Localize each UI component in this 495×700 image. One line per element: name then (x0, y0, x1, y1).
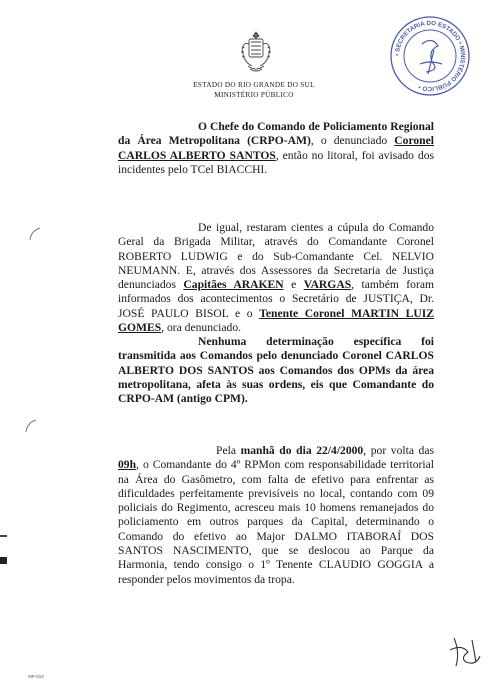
paragraph-2 (118, 221, 434, 335)
paragraph-1-text: , o denunciado (310, 134, 395, 148)
handwritten-initials (446, 632, 486, 670)
stamp-signature (420, 40, 442, 74)
paragraph-2-end: , ora denunciado. (161, 321, 242, 335)
paragraph-1-defendant: Coronel CARLOS ALBERTO SANTOS (118, 134, 434, 162)
svg-text:• SECRETARIA DO ESTADO • MINIS (394, 20, 466, 92)
paragraph-4-date: manhã do dia 22/4/2000 (240, 444, 364, 457)
paragraph-1-subject: O Chefe do Comando de Policiamento Regional da Área Metropolitana (CRPO-AM) (118, 120, 434, 148)
paragraph-1 (118, 120, 434, 177)
letterhead (180, 80, 328, 100)
paragraph-3-text: Nenhuma determinação específica foi transmitida aos Comandos pelo denunciado Coronel CARLOS ALBERTO DOS SANTOS aos Comandos dos OPMs da área metropolitana, afeta às suas ordens, eis que Comandante do CRPO-AM (antigo CPM). (118, 335, 434, 406)
form-code: MP-010 (28, 674, 44, 679)
paragraph-4-text: Pela (216, 444, 241, 457)
paragraph-1-rest: , então no litoral, foi avisado dos incidentes pelo TCel BIACCHI. (118, 148, 434, 176)
paragraph-4-around: , por volta das (363, 444, 435, 457)
paragraph-2-and: e (283, 278, 304, 292)
official-stamp (388, 14, 472, 98)
stamp-ring-text: • SECRETARIA DO ESTADO • MINISTÉRIO PÚBLICO • (393, 19, 467, 93)
margin-pencil-mark-2 (24, 418, 38, 434)
paragraph-2-text: De igual, restaram cientes a cúpula do Comando Geral da Brigada Militar, através do Comandante Coronel ROBERTO LUDWIG e do Sub-Comandante Cel. NELVIO NEUMANN. E, através dos Assessores da Secretaria de Justiça denunciados (118, 221, 434, 292)
paragraph-4 (118, 444, 434, 587)
margin-pencil-mark-1 (28, 226, 42, 242)
paragraph-2-lt-colonel: Tenente Coronel MARTIN LUIZ GOMES (118, 306, 434, 335)
letterhead-office: MINISTÉRIO PÚBLICO (214, 91, 294, 99)
scan-edge-mark-2 (0, 557, 7, 564)
coat-of-arms-icon (238, 30, 274, 74)
paragraph-3 (118, 335, 434, 406)
scan-edge-mark-1 (0, 535, 7, 537)
paragraph-2-vargas: VARGAS (303, 278, 352, 292)
paragraph-4-rest: , o Comandante do 4º RPMon com responsabilidade territorial na Área do Gasômetro, com falta de efetivo para enfrentar as dificuldades perfeitamente previsíveis no local, contando com 09 policiais do Regimento, acresceu mais 10 homens remanejados do policiamento em outros parques da Capital, determinando o Comando do efetivo ao Major DALMO ITABORAÍ DOS SANTOS NASCIMENTO, que se deslocou ao Parque da Harmonia, tendo consigo o 1º Tenente CLAUDIO GOGGIA a responder pelos movimentos da tropa. (118, 458, 434, 586)
paragraph-2-middle: , também foram informados dos acontecimentos o Secretário de JUSTIÇA, Dr. JOSÉ PAULO BISOL e o (118, 278, 434, 320)
paragraph-4-time: 09h (118, 458, 137, 472)
paragraph-2-captains: Capitães ARAKEN (183, 278, 284, 292)
letterhead-state: ESTADO DO RIO GRANDE DO SUL (193, 81, 315, 89)
